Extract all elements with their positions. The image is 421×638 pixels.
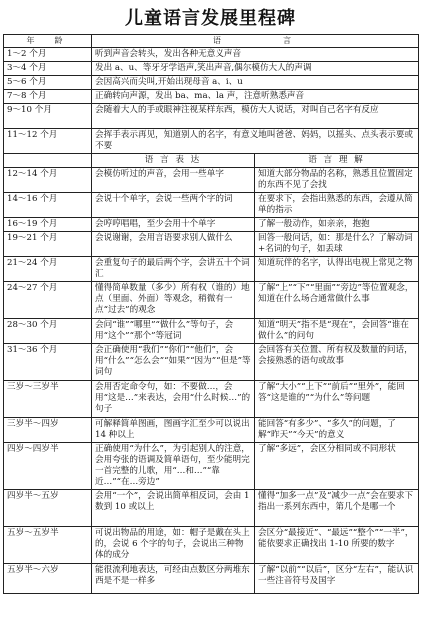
age-cell: 11～12 个月 — [4, 129, 92, 154]
understand-cell: 懂得“加多一点”及“减少一点”会在要求下指出一系列东西中，第几个是哪一个 — [255, 490, 419, 527]
age-cell: 7～8 个月 — [4, 90, 92, 104]
header-age: 年 龄 — [4, 35, 92, 48]
header-empty — [4, 154, 92, 168]
age-cell: 三岁～三岁半 — [4, 381, 92, 418]
age-cell: 24～27 个月 — [4, 282, 92, 319]
header-language: 语 言 — [92, 35, 419, 48]
table-row — [4, 62, 419, 76]
language-cell: 发出 a、u、等牙牙学语声,笑出声音,偶尔模仿大人的声调 — [92, 62, 419, 76]
age-cell: 五岁半～六岁 — [4, 564, 92, 594]
age-cell: 19～21 个月 — [4, 232, 92, 257]
age-cell: 21～24 个月 — [4, 257, 92, 282]
age-cell: 12～14 个月 — [4, 168, 92, 193]
table-row — [4, 90, 419, 104]
table-row — [4, 168, 419, 193]
understand-cell: 知道玩伴的名字，认得出电视上常见之物 — [255, 257, 419, 282]
age-cell: 1～2 个月 — [4, 48, 92, 62]
age-cell: 9～10 个月 — [4, 104, 92, 129]
understand-cell: 在要求下，会指出熟悉的东西，会遵从简单的指示 — [255, 193, 419, 218]
understand-cell: 会区分“最接近”、“最远”“整个”“一半”，能依要求正确找出 1-10 所要的数字 — [255, 527, 419, 564]
understand-cell: 了解“多远”，会区分相同或不同形状 — [255, 443, 419, 490]
age-cell: 14～16 个月 — [4, 193, 92, 218]
language-cell: 会挥手表示再见，知道别人的名字，有意义地叫爸爸、妈妈，以摇头、点头表示要或不要 — [92, 129, 419, 154]
express-cell: 可解释简单图画，图画字汇至少可以说出 14 种以上 — [92, 418, 255, 443]
table-row — [4, 48, 419, 62]
table-row — [4, 443, 419, 490]
table-row — [4, 418, 419, 443]
express-cell: 会说十个单字，会说一些两个字的词 — [92, 193, 255, 218]
express-cell: 会正确使用“我们”“你们”“他们”，会用“什么”“怎么会”“如果”“因为”“但是”等词句 — [92, 344, 255, 381]
table-row — [4, 193, 419, 218]
express-cell: 会问“谁”“哪里”“做什么”等句子，会用“这个”“那个”等冠词 — [92, 319, 255, 344]
express-cell: 正确使用“为什么”，为引起别人的注意，会用夸张的语调及简单语句，至少能明完一首完整的儿歌，用“…和…”“靠近…”“在…旁边” — [92, 443, 255, 490]
express-cell: 懂得简单数量（多少）所有权（谁的）地点（里面、外面）等观念，稍微有一点“过去”的观念 — [92, 282, 255, 319]
table-row — [4, 282, 419, 319]
understand-cell: 会回答有关位置、所有权及数量的问话，会接熟悉的语句或故事 — [255, 344, 419, 381]
express-cell: 会哼哼唱唱，至少会用十个单字 — [92, 218, 255, 232]
age-cell: 31～36 个月 — [4, 344, 92, 381]
express-cell: 会重复句子的最后两个字，会讲五十个词汇 — [92, 257, 255, 282]
understand-cell: 知道大部分物品的名称，熟悉且位置固定的东西不见了会找 — [255, 168, 419, 193]
page-title: 儿童语言发展里程碑 — [125, 8, 296, 29]
understand-cell: 了解一般动作，如亲亲，抱抱 — [255, 218, 419, 232]
top-section — [4, 35, 419, 168]
age-cell: 5～6 个月 — [4, 76, 92, 90]
age-cell: 28～30 个月 — [4, 319, 92, 344]
age-cell: 四岁半～五岁 — [4, 490, 92, 527]
milestone-rows — [4, 168, 419, 594]
language-cell: 听到声音会转头，发出各种无意义声音 — [92, 48, 419, 62]
language-cell: 会随着大人的手或眼神注视某样东西，模仿大人说话，对叫自己名字有反应 — [92, 104, 419, 129]
table-row — [4, 104, 419, 129]
table-row — [4, 232, 419, 257]
header-row-mid — [4, 154, 419, 168]
table-row — [4, 527, 419, 564]
age-cell: 四岁～四岁半 — [4, 443, 92, 490]
age-cell: 3～4 个月 — [4, 62, 92, 76]
table-row — [4, 129, 419, 154]
table-row — [4, 344, 419, 381]
age-cell: 五岁～五岁半 — [4, 527, 92, 564]
table-row — [4, 319, 419, 344]
table-row — [4, 564, 419, 594]
header-express: 语 言 表 达 — [92, 154, 255, 168]
age-cell: 16～19 个月 — [4, 218, 92, 232]
express-cell: 会用否定命令句，如：不要做…，会用“这是…”来表达，会用“什么时候…”的句子 — [92, 381, 255, 418]
milestone-table — [3, 34, 419, 594]
understand-cell: 回答一般问话，如：那是什么？了解动词+名词的句子，如丢球 — [255, 232, 419, 257]
express-cell: 可说出物品的用途，如：帽子是戴在头上的，会说 6 个字的句子，会说出三种物体的成分 — [92, 527, 255, 564]
table-row — [4, 76, 419, 90]
header-row-top — [4, 35, 419, 48]
express-cell: 会模仿听过的声音，会用一些单字 — [92, 168, 255, 193]
understand-cell: 了解“上”“下”“里面”“旁边”等位置观念，知道在什么场合通常做什么事 — [255, 282, 419, 319]
table-row — [4, 257, 419, 282]
understand-cell: 了解“大小”“上下”“前后”“里外”，能回答“这是谁的”“为什么”等问题 — [255, 381, 419, 418]
language-cell: 会因高兴而尖叫,开始出现母音 a、i、u — [92, 76, 419, 90]
express-cell: 能很流利地表达，可经由点数区分两堆东西是不是一样多 — [92, 564, 255, 594]
table-row — [4, 490, 419, 527]
understand-cell: 了解“以前”“以后”，区分“左右”，能认识一些注音符号及国字 — [255, 564, 419, 594]
age-cell: 三岁半～四岁 — [4, 418, 92, 443]
header-understand: 语 言 理 解 — [255, 154, 419, 168]
table-row — [4, 218, 419, 232]
understand-cell: 能回答“有多少”、“多久”的问题，了解“昨天”“今天”的意义 — [255, 418, 419, 443]
understand-cell: 知道“明天”指不是“现在”，会回答“谁在做什么”的问句 — [255, 319, 419, 344]
language-cell: 正确转向声源，发出 ba、ma、la 声，注意听熟悉声音 — [92, 90, 419, 104]
express-cell: 会用“一个”，会说出简单相反词，会由 1 数到 10 或以上 — [92, 490, 255, 527]
table-row — [4, 381, 419, 418]
express-cell: 会说谢谢，会用言语要求别人做什么 — [92, 232, 255, 257]
